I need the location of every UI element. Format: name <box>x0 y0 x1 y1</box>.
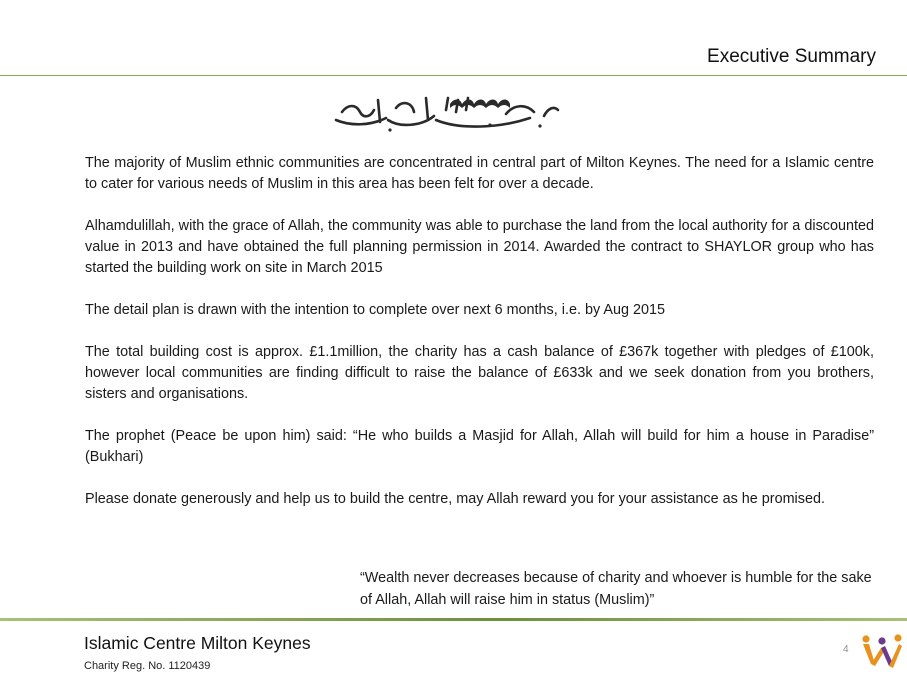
paragraph-cost: The total building cost is approx. £1.1million, the charity has a cash balance of £367k together with pledges of £100k, however local communities are finding difficult to raise the balance of £633k and we seek donation from you brothers, sisters and organisations. <box>85 344 874 402</box>
paragraph-land: Alhamdulillah, with the grace of Allah, the community was able to purchase the land from the local authority for a discounted value in 2013 and have obtained the full planning permission in 2014. Awarded the contract to SHAYLOR group who has started the building work on site in March 2015 <box>85 218 874 276</box>
paragraph-hadith: The prophet (Peace be upon him) said: “He who builds a Masjid for Allah, Allah will build for him a house in Paradise” (Bukhari) <box>85 428 874 465</box>
page-title: Executive Summary <box>707 46 876 67</box>
page-number: 4 <box>843 644 849 655</box>
paragraph-intro: The majority of Muslim ethnic communities are concentrated in central part of Milton Keynes. The need for a Islamic centre to cater for various needs of Muslim in this area has been felt for over a decade. <box>85 155 874 192</box>
paragraph-plan: The detail plan is drawn with the intention to complete over next 6 months, i.e. by Aug 2015 <box>85 302 665 318</box>
footer-divider <box>0 618 907 621</box>
organisation-name: Islamic Centre Milton Keynes <box>84 633 311 653</box>
closing-quote: “Wealth never decreases because of charity and whoever is humble for the sake of Allah, Allah will raise him in status (Muslim)” <box>360 570 872 608</box>
summary-content <box>85 153 874 510</box>
header-divider <box>0 75 907 76</box>
paragraph-appeal: Please donate generously and help us to build the centre, may Allah reward you for your assistance as he promised. <box>85 491 825 507</box>
charity-reg-number: Charity Reg. No. 1120439 <box>84 660 211 672</box>
community-people-logo-icon <box>859 632 903 672</box>
bismillah-calligraphy-icon <box>330 90 562 132</box>
